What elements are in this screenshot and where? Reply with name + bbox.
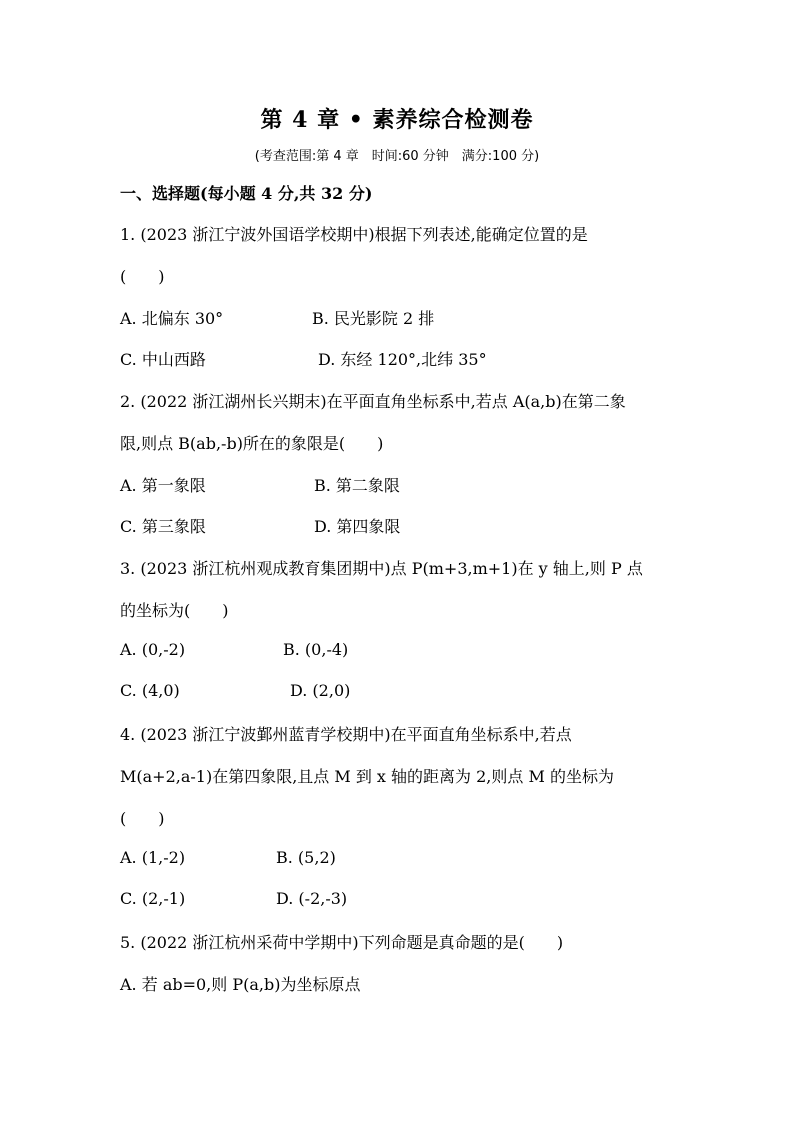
- question-5-option-a: A. 若 ab=0,则 P(a,b)为坐标原点: [120, 975, 361, 994]
- question-2-option-b: B. 第二象限: [314, 476, 400, 495]
- question-1-option-c: C. 中山西路: [120, 350, 206, 369]
- question-3-option-a: A. (0,-2): [120, 640, 186, 659]
- question-1-answer-blank: ( ): [120, 267, 165, 286]
- question-3-text-cont: 的坐标为( ): [120, 601, 229, 620]
- question-3-option-b: B. (0,-4): [283, 640, 349, 659]
- question-3-option-c: C. (4,0): [120, 681, 180, 700]
- question-4-text-cont: M(a+2,a-1)在第四象限,且点 M 到 x 轴的距离为 2,则点 M 的坐标为: [120, 767, 614, 786]
- question-1-option-b: B. 民光影院 2 排: [312, 309, 435, 328]
- question-4-answer-blank: ( ): [120, 809, 165, 828]
- section-heading: 一、选择题(每小题 4 分,共 32 分): [120, 184, 373, 203]
- question-2-text-cont: 限,则点 B(ab,-b)所在的象限是( ): [120, 434, 384, 453]
- question-2-option-a: A. 第一象限: [120, 476, 206, 495]
- question-2-option-c: C. 第三象限: [120, 517, 206, 536]
- question-3-option-d: D. (2,0): [290, 681, 351, 700]
- question-4-option-b: B. (5,2): [276, 848, 336, 867]
- question-4-option-a: A. (1,-2): [120, 848, 186, 867]
- question-2-text: 2. (2022 浙江湖州长兴期末)在平面直角坐标系中,若点 A(a,b)在第二象: [120, 392, 626, 411]
- question-2-option-d: D. 第四象限: [314, 517, 401, 536]
- question-5-text: 5. (2022 浙江杭州采荷中学期中)下列命题是真命题的是( ): [120, 933, 564, 952]
- question-1-text: 1. (2023 浙江宁波外国语学校期中)根据下列表述,能确定位置的是: [120, 225, 588, 244]
- question-4-text: 4. (2023 浙江宁波鄞州蓝青学校期中)在平面直角坐标系中,若点: [120, 725, 572, 744]
- page-title: 第 4 章 • 素养综合检测卷: [260, 107, 534, 133]
- question-3-text: 3. (2023 浙江杭州观成教育集团期中)点 P(m+3,m+1)在 y 轴上,则 P 点: [120, 559, 643, 578]
- question-1-option-a: A. 北偏东 30°: [120, 309, 224, 328]
- page-subtitle: (考查范围:第 4 章 时间:60 分钟 满分:100 分): [254, 149, 540, 164]
- question-4-option-d: D. (-2,-3): [276, 889, 348, 908]
- question-1-option-d: D. 东经 120°,北纬 35°: [318, 350, 487, 369]
- question-4-option-c: C. (2,-1): [120, 889, 186, 908]
